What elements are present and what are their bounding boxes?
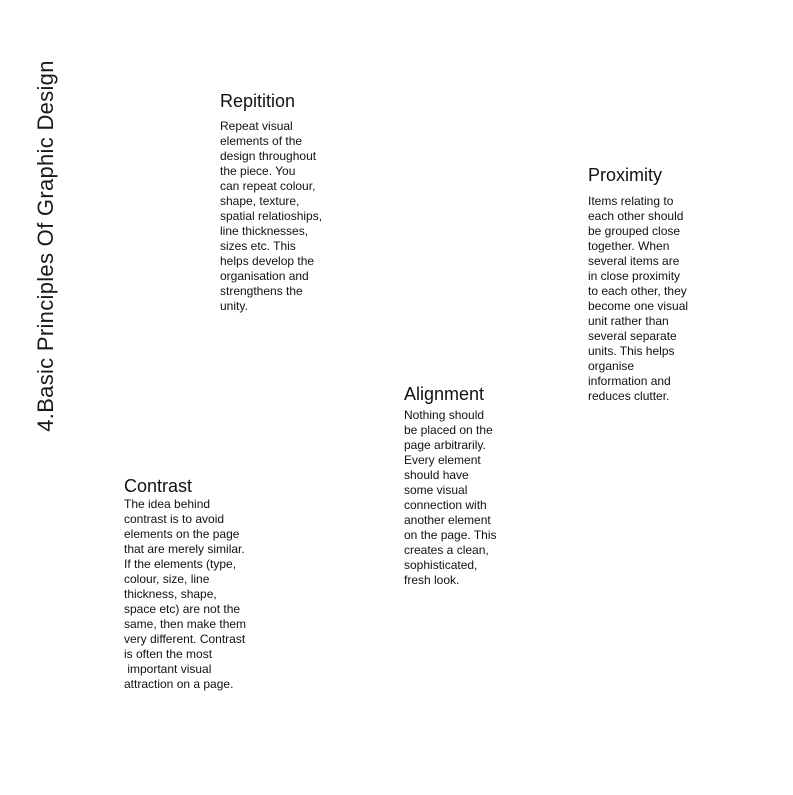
section-heading-alignment: Alignment (404, 384, 485, 404)
section-alignment (404, 383, 497, 588)
section-body-proximity: Items relating to each other should be grouped close together. When several items are in close proximity to each other, they become one visual unit rather than several separate units. This helps organise information and reduces clutter. (588, 194, 689, 403)
section-repitition (220, 90, 322, 314)
section-body-alignment: Nothing should be placed on the page arbitrarily. Every element should have some visual connection with another element on the page. This creates a clean, sophisticated, fresh look. (404, 408, 497, 587)
section-heading-repitition: Repitition (220, 91, 296, 111)
section-heading-contrast: Contrast (124, 476, 193, 496)
section-body-repitition: Repeat visual elements of the design throughout the piece. You can repeat colour, shape, texture, spatial relatioships, line thicknesses, sizes etc. This helps develop the organisation and strengthens the unity. (220, 119, 323, 313)
section-body-contrast: The idea behind contrast is to avoid elements on the page that are merely similar. If the elements (type, colour, size, line thickness, shape, space etc) are not the same, then make them very different. Contrast is often the most important visual attraction on a page. (124, 497, 247, 691)
page-title: 4.Basic Principles Of Graphic Design (33, 60, 58, 432)
section-contrast (124, 475, 246, 692)
section-heading-proximity: Proximity (588, 165, 663, 185)
section-proximity (588, 164, 688, 404)
